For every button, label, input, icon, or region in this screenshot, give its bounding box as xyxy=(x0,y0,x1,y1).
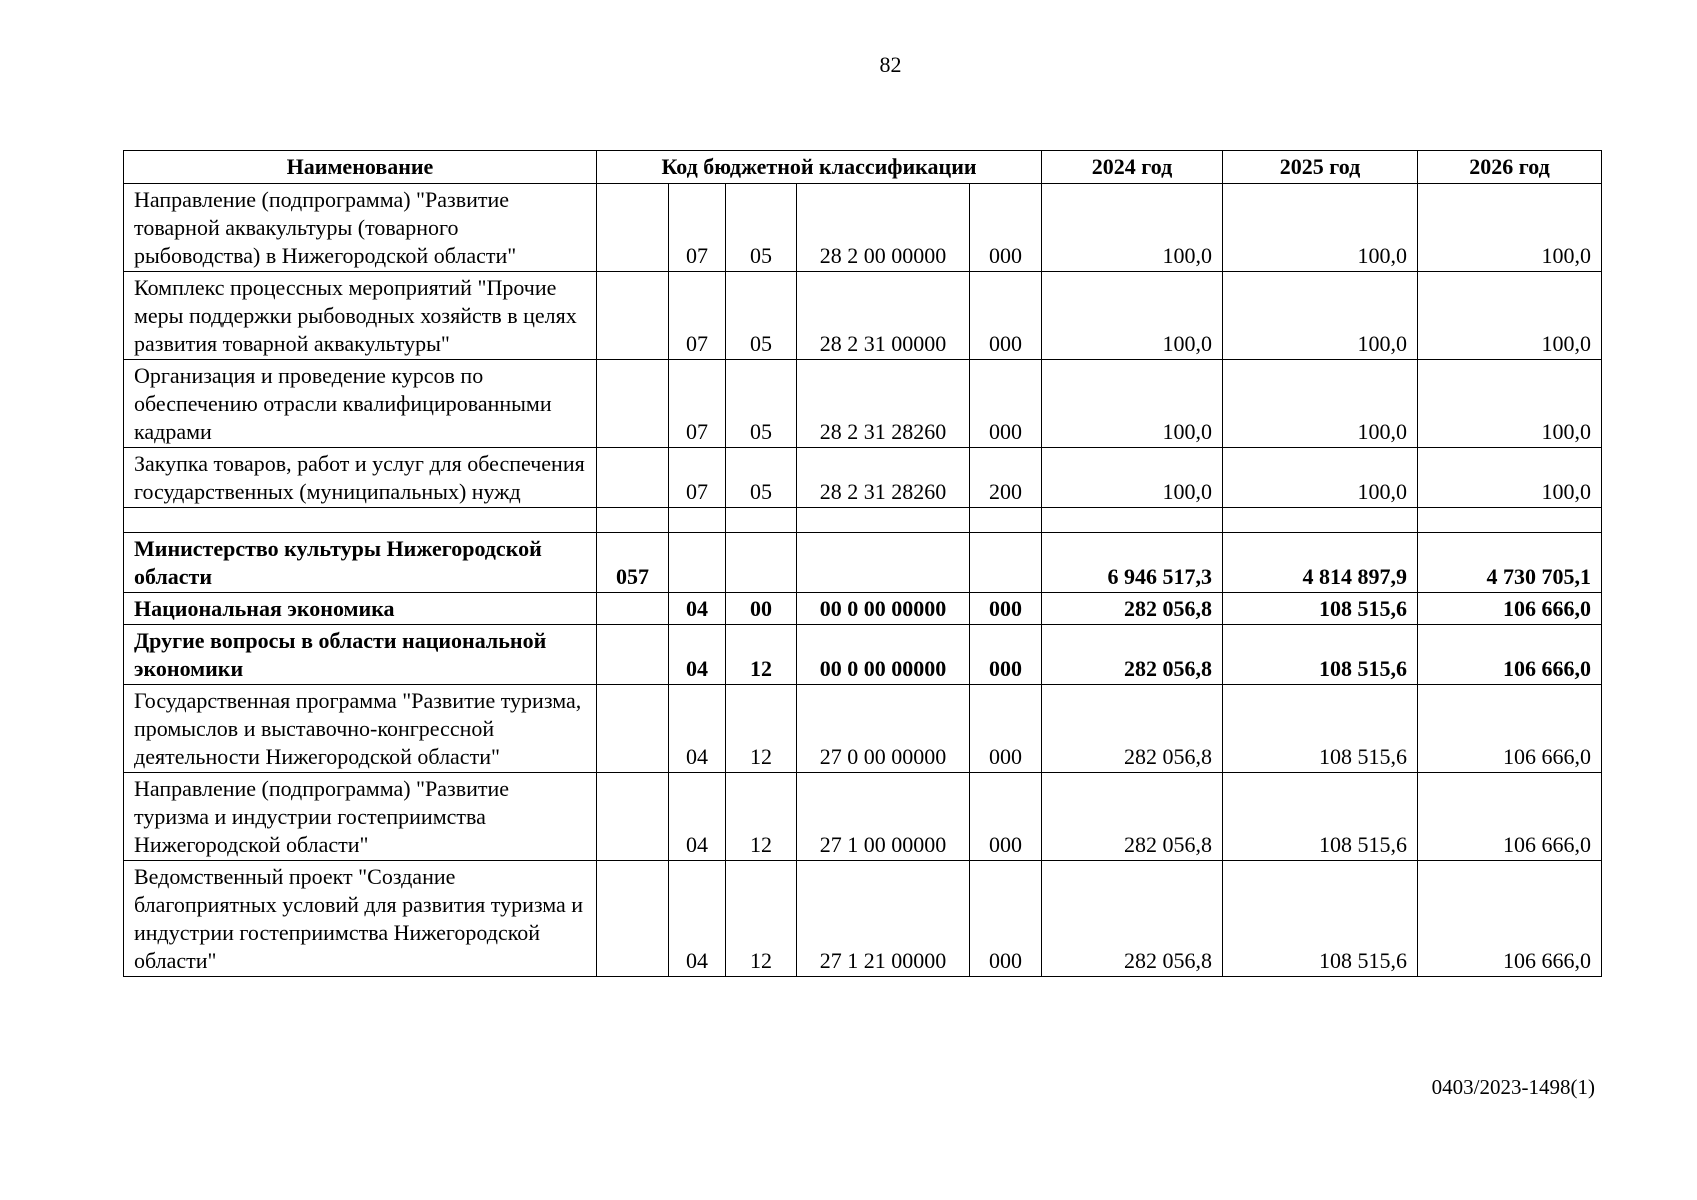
cell-expense-type: 000 xyxy=(970,184,1042,272)
cell-name: Направление (подпрограмма) "Развитие товарной аквакультуры (товарного рыбоводства) в Нижегородской области" xyxy=(124,184,597,272)
cell-ministry-code xyxy=(597,625,669,685)
cell-2024: 100,0 xyxy=(1042,184,1223,272)
cell-target-article: 28 2 00 00000 xyxy=(797,184,970,272)
cell-ministry-code xyxy=(597,685,669,773)
table-row xyxy=(124,593,1602,625)
cell-name: Закупка товаров, работ и услуг для обеспечения государственных (муниципальных) нужд xyxy=(124,448,597,508)
cell-2026: 100,0 xyxy=(1418,272,1602,360)
cell-2025: 108 515,6 xyxy=(1223,861,1418,977)
cell-2025: 100,0 xyxy=(1223,184,1418,272)
cell-2025: 108 515,6 xyxy=(1223,773,1418,861)
cell-subsection: 05 xyxy=(726,360,797,448)
cell-target-article: 27 1 21 00000 xyxy=(797,861,970,977)
table-row xyxy=(124,448,1602,508)
cell-name: Комплекс процессных мероприятий "Прочие меры поддержки рыбоводных хозяйств в целях развития товарной аквакультуры" xyxy=(124,272,597,360)
cell-name xyxy=(124,508,597,533)
cell-2024: 100,0 xyxy=(1042,360,1223,448)
cell-2024 xyxy=(1042,508,1223,533)
header-code: Код бюджетной классификации xyxy=(597,151,1042,184)
cell-section: 04 xyxy=(669,593,726,625)
table-row xyxy=(124,272,1602,360)
table-row xyxy=(124,360,1602,448)
cell-subsection xyxy=(726,533,797,593)
cell-2024: 100,0 xyxy=(1042,448,1223,508)
cell-subsection: 12 xyxy=(726,861,797,977)
cell-expense-type: 000 xyxy=(970,272,1042,360)
table-row xyxy=(124,184,1602,272)
cell-target-article: 28 2 31 28260 xyxy=(797,360,970,448)
budget-table xyxy=(123,150,1602,977)
cell-section xyxy=(669,508,726,533)
cell-expense-type: 000 xyxy=(970,773,1042,861)
cell-subsection: 05 xyxy=(726,272,797,360)
cell-ministry-code xyxy=(597,593,669,625)
cell-subsection: 05 xyxy=(726,184,797,272)
cell-section: 07 xyxy=(669,360,726,448)
cell-target-article: 28 2 31 00000 xyxy=(797,272,970,360)
cell-target-article xyxy=(797,533,970,593)
cell-section: 04 xyxy=(669,625,726,685)
cell-name: Организация и проведение курсов по обеспечению отрасли квалифицированными кадрами xyxy=(124,360,597,448)
cell-2026: 100,0 xyxy=(1418,448,1602,508)
cell-2024: 282 056,8 xyxy=(1042,625,1223,685)
cell-ministry-code xyxy=(597,448,669,508)
cell-target-article xyxy=(797,508,970,533)
cell-ministry-code xyxy=(597,508,669,533)
cell-2025: 4 814 897,9 xyxy=(1223,533,1418,593)
cell-2025 xyxy=(1223,508,1418,533)
cell-ministry-code xyxy=(597,773,669,861)
cell-section: 04 xyxy=(669,685,726,773)
cell-target-article: 27 0 00 00000 xyxy=(797,685,970,773)
cell-2024: 100,0 xyxy=(1042,272,1223,360)
cell-ministry-code: 057 xyxy=(597,533,669,593)
cell-name: Министерство культуры Нижегородской области xyxy=(124,533,597,593)
cell-ministry-code xyxy=(597,184,669,272)
table-row xyxy=(124,861,1602,977)
cell-2026: 100,0 xyxy=(1418,184,1602,272)
cell-expense-type: 000 xyxy=(970,685,1042,773)
cell-expense-type: 200 xyxy=(970,448,1042,508)
cell-2026: 106 666,0 xyxy=(1418,861,1602,977)
cell-name: Государственная программа "Развитие туризма, промыслов и выставочно-конгрессной деятельности Нижегородской области" xyxy=(124,685,597,773)
cell-2025: 108 515,6 xyxy=(1223,685,1418,773)
cell-2024: 282 056,8 xyxy=(1042,593,1223,625)
cell-expense-type: 000 xyxy=(970,593,1042,625)
cell-2024: 282 056,8 xyxy=(1042,861,1223,977)
cell-section: 04 xyxy=(669,861,726,977)
cell-section: 07 xyxy=(669,272,726,360)
cell-2025: 100,0 xyxy=(1223,448,1418,508)
cell-ministry-code xyxy=(597,360,669,448)
cell-ministry-code xyxy=(597,861,669,977)
cell-ministry-code xyxy=(597,272,669,360)
cell-name: Ведомственный проект "Создание благоприятных условий для развития туризма и индустрии гостеприимства Нижегородской области" xyxy=(124,861,597,977)
cell-2025: 108 515,6 xyxy=(1223,593,1418,625)
cell-target-article: 00 0 00 00000 xyxy=(797,593,970,625)
cell-2025: 100,0 xyxy=(1223,272,1418,360)
cell-section: 07 xyxy=(669,448,726,508)
cell-2026: 106 666,0 xyxy=(1418,773,1602,861)
cell-subsection: 12 xyxy=(726,773,797,861)
header-name: Наименование xyxy=(124,151,597,184)
cell-section: 04 xyxy=(669,773,726,861)
cell-2024: 6 946 517,3 xyxy=(1042,533,1223,593)
cell-2026: 106 666,0 xyxy=(1418,625,1602,685)
cell-expense-type xyxy=(970,533,1042,593)
header-2025: 2025 год xyxy=(1223,151,1418,184)
header-2024: 2024 год xyxy=(1042,151,1223,184)
table-row xyxy=(124,773,1602,861)
cell-2026: 4 730 705,1 xyxy=(1418,533,1602,593)
table-row xyxy=(124,508,1602,533)
table-header-row xyxy=(124,151,1602,184)
cell-target-article: 00 0 00 00000 xyxy=(797,625,970,685)
cell-name: Другие вопросы в области национальной экономики xyxy=(124,625,597,685)
cell-2026 xyxy=(1418,508,1602,533)
cell-subsection: 00 xyxy=(726,593,797,625)
header-2026: 2026 год xyxy=(1418,151,1602,184)
table-row xyxy=(124,685,1602,773)
cell-target-article: 27 1 00 00000 xyxy=(797,773,970,861)
cell-2026: 106 666,0 xyxy=(1418,593,1602,625)
cell-section: 07 xyxy=(669,184,726,272)
document-code: 0403/2023-1498(1) xyxy=(1431,1075,1595,1099)
cell-2026: 106 666,0 xyxy=(1418,685,1602,773)
cell-name: Направление (подпрограмма) "Развитие туризма и индустрии гостеприимства Нижегородской области" xyxy=(124,773,597,861)
cell-name: Национальная экономика xyxy=(124,593,597,625)
cell-subsection xyxy=(726,508,797,533)
cell-expense-type xyxy=(970,508,1042,533)
cell-2024: 282 056,8 xyxy=(1042,773,1223,861)
cell-subsection: 12 xyxy=(726,625,797,685)
cell-expense-type: 000 xyxy=(970,360,1042,448)
cell-subsection: 12 xyxy=(726,685,797,773)
cell-subsection: 05 xyxy=(726,448,797,508)
table-row xyxy=(124,533,1602,593)
cell-expense-type: 000 xyxy=(970,861,1042,977)
cell-target-article: 28 2 31 28260 xyxy=(797,448,970,508)
cell-2026: 100,0 xyxy=(1418,360,1602,448)
cell-expense-type: 000 xyxy=(970,625,1042,685)
cell-2024: 282 056,8 xyxy=(1042,685,1223,773)
table-row xyxy=(124,625,1602,685)
cell-section xyxy=(669,533,726,593)
cell-2025: 100,0 xyxy=(1223,360,1418,448)
page-number: 82 xyxy=(879,52,902,77)
cell-2025: 108 515,6 xyxy=(1223,625,1418,685)
